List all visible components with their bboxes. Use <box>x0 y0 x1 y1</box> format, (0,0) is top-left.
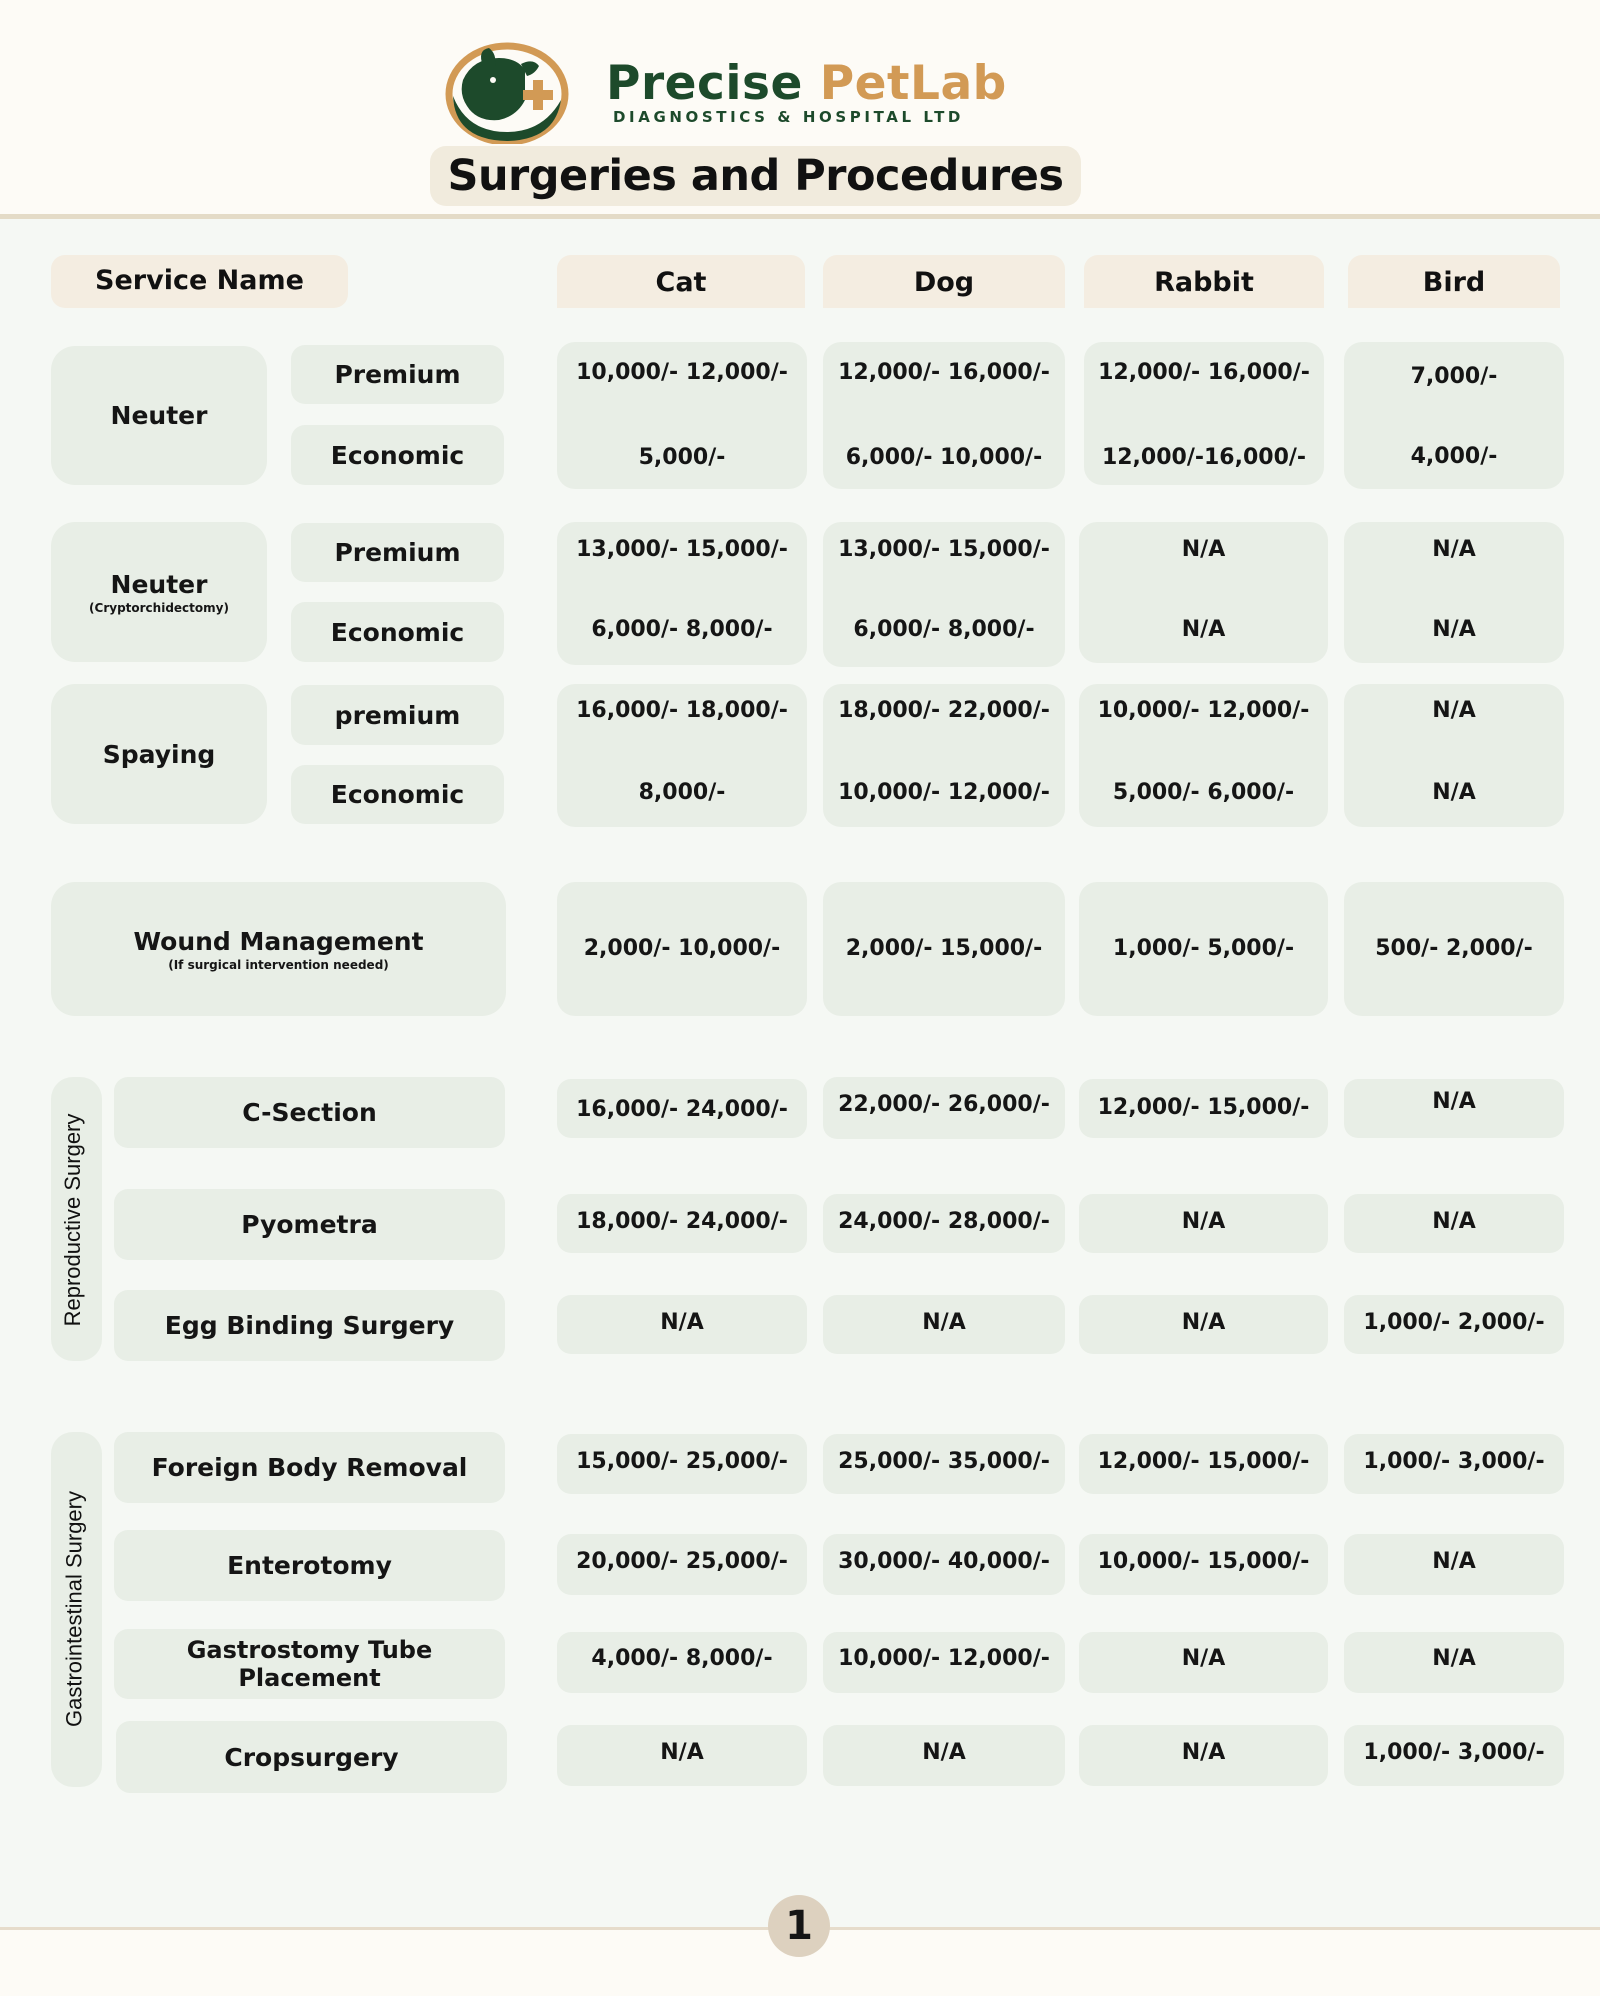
price-cell-dog <box>823 882 1065 1016</box>
price-value: N/A <box>922 1310 966 1335</box>
price-cell-rabbit <box>1079 1295 1328 1354</box>
price-cell-bird <box>1344 522 1564 663</box>
tier-premium-label: premium <box>291 685 504 745</box>
price-value: 4,000/- 8,000/- <box>591 1646 773 1671</box>
price-cell-bird <box>1344 1295 1564 1354</box>
column-header-dog: Dog <box>823 255 1065 308</box>
service-wound-management <box>51 882 506 1016</box>
price-value: 12,000/- 15,000/- <box>1097 1095 1310 1120</box>
service-subtitle: (Cryptorchidectomy) <box>89 600 229 615</box>
service-name: Neuter <box>110 569 208 599</box>
price-economic: 4,000/- <box>1410 444 1498 469</box>
column-header-service: Service Name <box>51 255 348 308</box>
price-cell-bird <box>1344 882 1564 1016</box>
price-cell-dog <box>823 522 1065 667</box>
price-premium: 12,000/- 16,000/- <box>838 360 1050 385</box>
service-spaying <box>51 684 267 824</box>
price-premium: 16,000/- 18,000/- <box>576 698 788 723</box>
price-cell-dog <box>823 1434 1065 1494</box>
price-value: 500/- 2,000/- <box>1375 936 1533 961</box>
service-subtitle: (If surgical intervention needed) <box>168 957 389 972</box>
price-value: 16,000/- 24,000/- <box>576 1097 788 1122</box>
price-value: N/A <box>1432 1646 1476 1671</box>
price-value: N/A <box>1181 1310 1226 1335</box>
price-value: N/A <box>1181 1740 1226 1765</box>
service-name-gastrostomy-tube-placement: Gastrostomy Tube Placement <box>114 1629 505 1699</box>
service-name-c-section: C-Section <box>114 1077 505 1148</box>
price-economic: 6,000/- 10,000/- <box>845 445 1043 470</box>
price-cell-rabbit <box>1079 522 1328 663</box>
price-value: N/A <box>1432 1549 1476 1574</box>
price-cell-bird <box>1344 1079 1564 1138</box>
price-cell-cat <box>557 522 807 665</box>
price-value: 18,000/- 24,000/- <box>576 1209 788 1234</box>
service-name-cropsurgery: Cropsurgery <box>116 1721 507 1793</box>
price-premium: 13,000/- 15,000/- <box>576 537 788 562</box>
price-cell-cat <box>557 1194 807 1253</box>
price-premium: 18,000/- 22,000/- <box>838 698 1050 723</box>
price-value: 12,000/- 15,000/- <box>1097 1449 1310 1474</box>
tier-premium-label: Premium <box>291 345 504 404</box>
group-label: Reproductive Surgery <box>60 1113 85 1327</box>
price-cell-dog <box>823 1194 1065 1253</box>
brand-subtitle: DIAGNOSTICS & HOSPITAL LTD <box>613 108 964 126</box>
price-cell-rabbit <box>1079 1079 1328 1138</box>
service-name-pyometra: Pyometra <box>114 1189 505 1260</box>
tier-economic-label: Economic <box>291 602 504 662</box>
price-cell-bird <box>1344 1194 1564 1253</box>
price-value: 10,000/- 15,000/- <box>1097 1549 1310 1574</box>
price-cell-cat <box>557 1434 807 1494</box>
price-cell-dog <box>823 342 1065 489</box>
price-cell-cat <box>557 882 807 1016</box>
group-label: Gastrointestinal Surgery <box>61 1491 87 1727</box>
price-economic: N/A <box>1181 617 1226 642</box>
price-value: N/A <box>1181 1209 1226 1234</box>
price-value: 25,000/- 35,000/- <box>838 1449 1050 1474</box>
price-economic: N/A <box>1432 617 1476 642</box>
price-value: 30,000/- 40,000/- <box>838 1549 1050 1574</box>
price-cell-cat <box>557 342 807 489</box>
price-value: N/A <box>922 1740 966 1765</box>
service-neuter-cryptorchidectomy <box>51 522 267 662</box>
price-cell-bird <box>1344 342 1564 489</box>
price-cell-dog <box>823 684 1065 827</box>
service-name: Neuter <box>110 401 208 430</box>
price-cell-rabbit <box>1079 1632 1328 1693</box>
price-cell-bird <box>1344 684 1564 827</box>
price-value: 1,000/- 3,000/- <box>1363 1449 1545 1474</box>
price-economic: 10,000/- 12,000/- <box>838 780 1050 805</box>
price-value: 1,000/- 2,000/- <box>1363 1310 1545 1335</box>
brand-name <box>606 54 1007 114</box>
price-value: 15,000/- 25,000/- <box>576 1449 788 1474</box>
price-cell-rabbit <box>1079 684 1328 827</box>
price-value: 1,000/- 3,000/- <box>1363 1740 1545 1765</box>
price-cell-rabbit <box>1079 1534 1328 1595</box>
service-name-egg-binding-surgery: Egg Binding Surgery <box>114 1290 505 1361</box>
column-header-cat: Cat <box>557 255 805 308</box>
price-cell-dog <box>823 1077 1065 1139</box>
price-cell-bird <box>1344 1534 1564 1595</box>
price-cell-cat <box>557 1632 807 1693</box>
price-value: 22,000/- 26,000/- <box>838 1092 1050 1117</box>
price-premium: 13,000/- 15,000/- <box>838 537 1050 562</box>
price-cell-cat <box>557 1295 807 1354</box>
price-cell-bird <box>1344 1434 1564 1494</box>
price-premium: 10,000/- 12,000/- <box>1097 698 1310 723</box>
price-premium: N/A <box>1432 537 1476 562</box>
price-value: 10,000/- 12,000/- <box>838 1646 1050 1671</box>
price-premium: N/A <box>1432 698 1476 723</box>
price-premium: N/A <box>1181 537 1226 562</box>
price-cell-cat <box>557 1079 807 1138</box>
page-number: 1 <box>768 1895 830 1957</box>
price-value: 20,000/- 25,000/- <box>576 1549 788 1574</box>
price-cell-dog <box>823 1534 1065 1595</box>
price-economic: 5,000/- <box>638 445 726 470</box>
price-value: 2,000/- 10,000/- <box>583 936 781 961</box>
price-cell-rabbit <box>1079 1194 1328 1253</box>
tier-economic-label: Economic <box>291 765 504 824</box>
price-value: 1,000/- 5,000/- <box>1112 936 1295 961</box>
price-cell-rabbit <box>1079 882 1328 1016</box>
service-name: Wound Management <box>133 926 424 956</box>
price-premium: 7,000/- <box>1410 364 1498 389</box>
service-neuter <box>51 346 267 485</box>
page-title: Surgeries and Procedures <box>430 146 1081 206</box>
price-value: 2,000/- 15,000/- <box>845 936 1043 961</box>
price-value: N/A <box>660 1310 704 1335</box>
pet-logo-icon <box>443 40 575 144</box>
price-value: 24,000/- 28,000/- <box>838 1209 1050 1234</box>
price-value: N/A <box>1432 1209 1476 1234</box>
brand-name-part1: Precise <box>606 56 803 111</box>
price-economic: 6,000/- 8,000/- <box>853 617 1035 642</box>
price-economic: 6,000/- 8,000/- <box>591 617 773 642</box>
price-value: N/A <box>660 1740 704 1765</box>
price-economic: 12,000/-16,000/- <box>1101 445 1307 470</box>
price-cell-cat <box>557 1534 807 1595</box>
service-name: Spaying <box>102 739 216 769</box>
price-cell-rabbit <box>1079 1725 1328 1786</box>
price-cell-dog <box>823 1725 1065 1786</box>
price-cell-cat <box>557 1725 807 1786</box>
service-name-foreign-body-removal: Foreign Body Removal <box>114 1432 505 1503</box>
price-cell-rabbit <box>1079 1434 1328 1494</box>
price-value: N/A <box>1432 1089 1476 1114</box>
price-cell-bird <box>1344 1725 1564 1786</box>
brand-name-part2: PetLab <box>819 56 1007 111</box>
tier-economic-label: Economic <box>291 425 504 485</box>
price-cell-dog <box>823 1295 1065 1354</box>
price-economic: N/A <box>1432 780 1476 805</box>
price-premium: 10,000/- 12,000/- <box>576 360 788 385</box>
price-premium: 12,000/- 16,000/- <box>1098 360 1310 385</box>
price-economic: 5,000/- 6,000/- <box>1112 780 1295 805</box>
price-economic: 8,000/- <box>638 780 726 805</box>
price-cell-bird <box>1344 1632 1564 1693</box>
price-value: N/A <box>1181 1646 1226 1671</box>
tier-premium-label: Premium <box>291 523 504 582</box>
column-header-bird: Bird <box>1348 255 1560 308</box>
service-name-enterotomy: Enterotomy <box>114 1530 505 1601</box>
price-cell-rabbit <box>1084 342 1324 485</box>
column-header-rabbit: Rabbit <box>1084 255 1324 308</box>
price-cell-dog <box>823 1632 1065 1693</box>
price-cell-cat <box>557 684 807 827</box>
